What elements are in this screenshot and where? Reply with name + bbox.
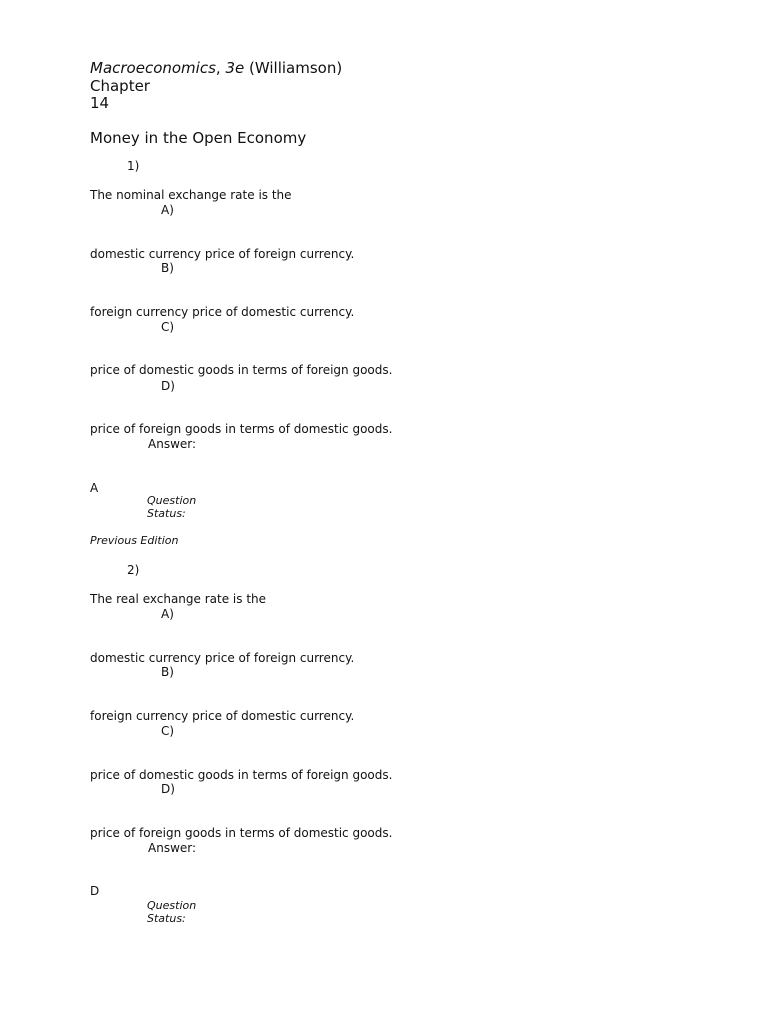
option-text: domestic currency price of foreign currency.	[90, 247, 355, 261]
answer-value: A	[90, 481, 99, 495]
answer-label: Answer:	[148, 841, 197, 855]
status-value: Previous Edition	[90, 534, 179, 547]
option-text: price of domestic goods in terms of foreign goods.	[90, 768, 393, 782]
answer-value: D	[90, 884, 100, 898]
book-title-line	[90, 60, 342, 77]
option-text: price of foreign goods in terms of domestic goods.	[90, 422, 393, 436]
option-text: price of foreign goods in terms of domestic goods.	[90, 826, 393, 840]
question-number: 1)	[127, 159, 140, 173]
option-letter: D)	[161, 379, 175, 393]
option-letter: C)	[161, 320, 175, 334]
option-letter: C)	[161, 724, 175, 738]
chapter-number: 14	[90, 94, 110, 112]
author: (Williamson)	[244, 59, 343, 77]
status-label: Question	[147, 899, 197, 912]
status-label: Question	[147, 494, 197, 507]
option-text: foreign currency price of domestic currency.	[90, 709, 355, 723]
option-text: price of domestic goods in terms of foreign goods.	[90, 363, 393, 377]
question-number: 2)	[127, 563, 140, 577]
option-text: foreign currency price of domestic currency.	[90, 305, 355, 319]
question-stem: The real exchange rate is the	[90, 592, 267, 606]
option-letter: B)	[161, 665, 174, 679]
book-title: Macroeconomics	[90, 59, 216, 77]
book-title-separator: ,	[215, 59, 226, 77]
chapter-title: Money in the Open Economy	[90, 129, 307, 147]
option-letter: A)	[161, 203, 174, 217]
status-label: Status:	[147, 912, 186, 925]
chapter-label: Chapter	[90, 77, 150, 95]
option-letter: B)	[161, 261, 174, 275]
option-letter: A)	[161, 607, 174, 621]
option-letter: D)	[161, 782, 175, 796]
status-label: Status:	[147, 507, 186, 520]
question-stem: The nominal exchange rate is the	[90, 188, 292, 202]
edition: 3e	[225, 59, 245, 77]
answer-label: Answer:	[148, 437, 197, 451]
option-text: domestic currency price of foreign currency.	[90, 651, 355, 665]
